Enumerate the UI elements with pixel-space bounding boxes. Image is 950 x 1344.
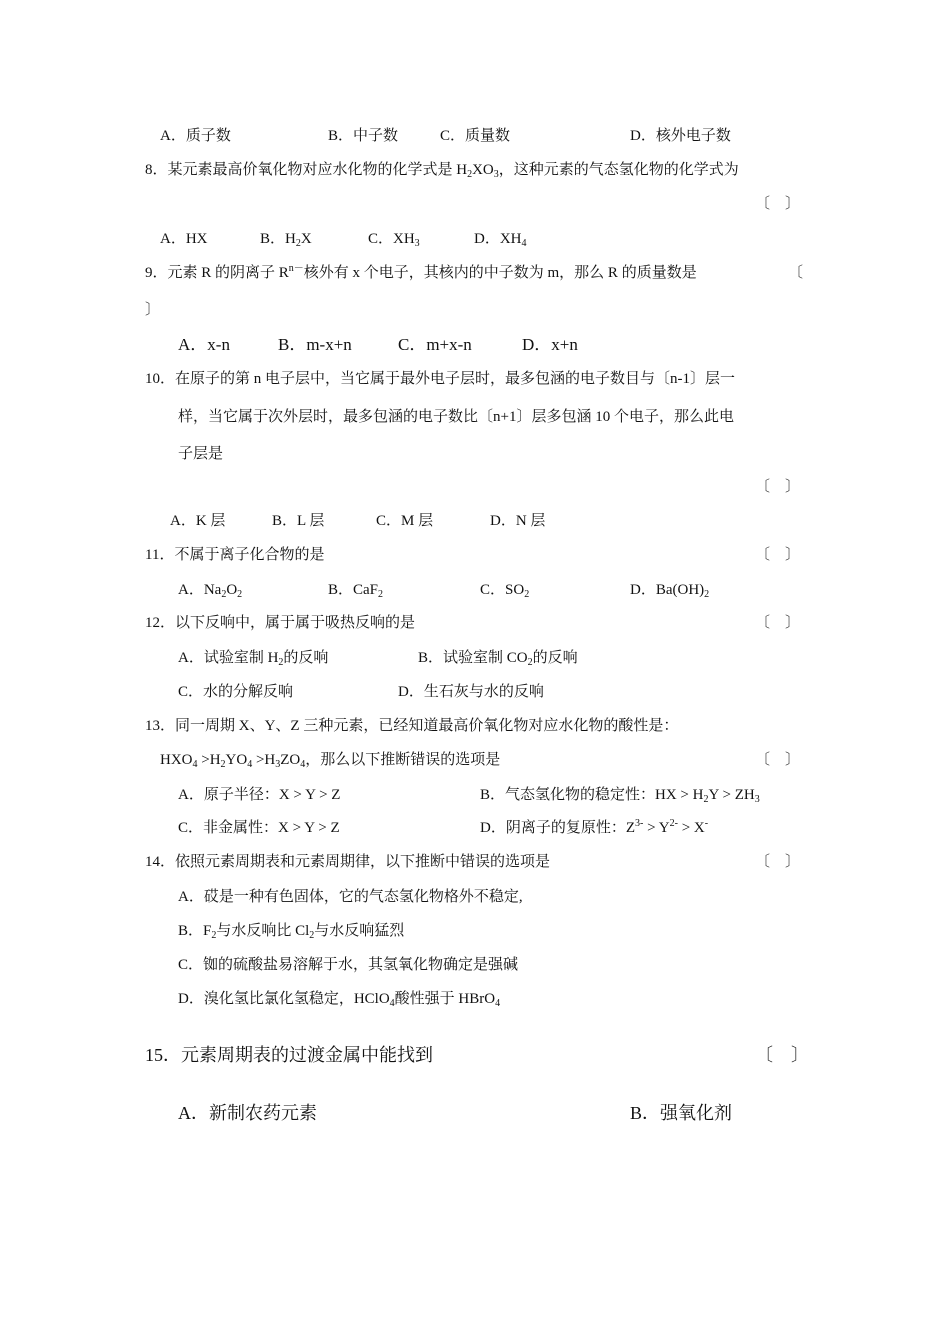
q15-option-b: B．强氧化剂 <box>630 1103 733 1123</box>
q10-stem-line-1: 10．在原子的第 n 电子层中，当它属于最外电子层时，最多包涵的电子数目与〔n-1〕层一 <box>145 371 735 387</box>
q10-option-a: A．K 层 <box>170 513 226 529</box>
q8-option-b: B．$H_2X$ <box>260 231 312 249</box>
q8-option-a: A．HX <box>160 231 208 247</box>
q9-paren-open: 〔 <box>788 265 804 281</box>
q11-stem: 11．不属于离子化合物的是 <box>145 547 325 563</box>
q13-option-d: D．阴离子的复原性：$Z^{3-} > Y^{2-} > X^-$ <box>480 818 709 836</box>
q10-option-d: D．N 层 <box>490 513 546 529</box>
q14-option-a: A．砹是一种有色固体，它的气态氢化物格外不稳定, <box>178 889 523 905</box>
q9-stem: 9．元素 R 的阴离子 $R^{n-}$核外有 x 个电子，其核内的中子数为 m，那么 R 的质量数是 <box>145 263 697 281</box>
q7-option-b: B．中子数 <box>328 128 399 144</box>
q7-option-c: C．质量数 <box>440 128 511 144</box>
q12-option-c: C．水的分解反响 <box>178 684 294 700</box>
q12-option-b: B．试验室制 $CO_2$的反响 <box>418 650 578 668</box>
q11-option-a: A．$Na_2O_2$ <box>178 582 243 600</box>
q10-stem-line-3: 子层是 <box>178 446 224 462</box>
q11-option-b: B．CaF$_2$ <box>328 582 384 600</box>
q10-option-c: C．M 层 <box>376 513 434 529</box>
q12-option-a: A．试验室制 $H_2$的反响 <box>178 650 329 668</box>
q13-stem: 13．同一周期 X、Y、Z 三种元素，已经知道最高价氧化物对应水化物的酸性是： <box>145 718 679 734</box>
q11-answer-paren: 〔 〕 <box>755 547 801 563</box>
q14-answer-paren: 〔 〕 <box>755 854 801 870</box>
q10-stem-line-2: 样，当它属于次外层时，最多包涵的电子数比〔n+1〕层多包涵 10 个电子，那么此电 <box>178 409 734 425</box>
q13-answer-paren: 〔 〕 <box>755 752 801 768</box>
q14-option-c: C．铷的硫酸盐易溶解于水，其氢氧化物确定是强碱 <box>178 957 519 973</box>
q7-option-a: A．质子数 <box>160 128 231 144</box>
q13-stem-line-2: $HXO_4 >H_2YO_4 >H_3ZO_4$，那么以下推断错误的选项是 <box>160 752 501 770</box>
q11-option-c: C．$SO_2$ <box>480 582 530 600</box>
q8-option-d: D．$XH_4$ <box>474 231 527 249</box>
q8-answer-paren: 〔 〕 <box>755 196 801 212</box>
q8-stem: 8．某元素最高价氧化物对应水化物的化学式是 $H_2XO_3$，这种元素的气态氢化物的化学式为 <box>145 162 739 180</box>
q11-option-d: D．$Ba(OH)_2$ <box>630 582 710 600</box>
q15-option-a: A．新制农药元素 <box>178 1103 317 1123</box>
q12-option-d: D．生石灰与水的反响 <box>398 684 544 700</box>
q10-option-b: B．L 层 <box>272 513 325 529</box>
q13-option-a: A．原子半径：X > Y > Z <box>178 787 341 803</box>
q13-option-c: C．非金属性：X > Y > Z <box>178 820 340 836</box>
q15-stem: 15．元素周期表的过渡金属中能找到 <box>145 1045 433 1065</box>
q12-stem: 12．以下反响中，属于属于吸热反响的是 <box>145 615 416 631</box>
q9-option-a: A．x-n <box>178 335 230 354</box>
q14-option-d: D．溴化氢比氯化氢稳定，HClO$_4$酸性强于 HBrO$_4$ <box>178 991 501 1009</box>
q13-option-b: B．气态氢化物的稳定性：HX > $H_2Y > ZH_3$ <box>480 787 760 805</box>
q12-answer-paren: 〔 〕 <box>755 615 801 631</box>
q15-answer-paren: 〔 〕 <box>755 1045 809 1065</box>
q9-option-c: C．m+x-n <box>398 335 472 354</box>
q14-stem: 14．依照元素周期表和元素周期律，以下推断中错误的选项是 <box>145 854 551 870</box>
q7-option-d: D．核外电子数 <box>630 128 731 144</box>
q14-option-b: B．$F_2$与水反响比 $Cl_2$与水反响猛烈 <box>178 923 405 941</box>
q8-option-c: C．$XH_3$ <box>368 231 420 249</box>
q9-option-d: D．x+n <box>522 335 578 354</box>
q9-option-b: B．m-x+n <box>278 335 352 354</box>
q10-answer-paren: 〔 〕 <box>755 479 801 495</box>
q9-paren-close: 〕 <box>145 302 161 318</box>
